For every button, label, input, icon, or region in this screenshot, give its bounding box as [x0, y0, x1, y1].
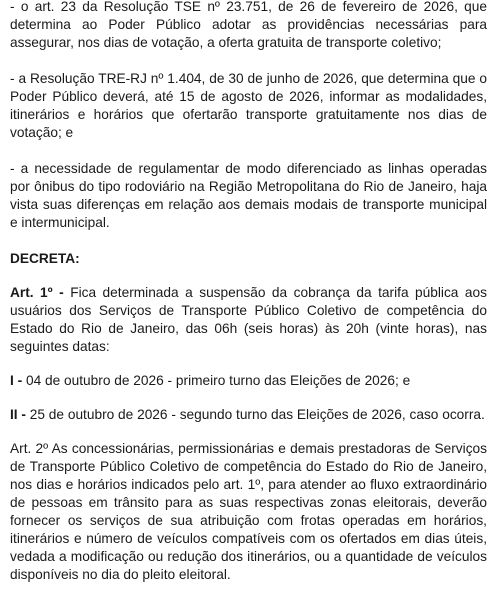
document-page: [10, 0, 487, 602]
item-ii-text: 25 de outubro de 2026 - segundo turno das Eleições de 2026, caso ocorra.: [25, 407, 485, 422]
considerando-paragraph-3: - a necessidade de regulamentar de modo diferenciado as linhas operadas por ônibus do tipo rodoviário na Região Metropolitana do Rio de Janeiro, haja vista suas diferenças em relação aos demais modais de transporte municipal e intermunicipal.: [10, 161, 487, 230]
considerando-paragraph-1: - o art. 23 da Resolução TSE nº 23.751, de 26 de fevereiro de 2026, que determina ao Poder Público adotar as providências necessárias para assegurar, nos dias de votação, a oferta gratuita de transporte coletivo;: [10, 0, 487, 50]
considerando-paragraph-2: - a Resolução TRE-RJ nº 1.404, de 30 de junho de 2026, que determina que o Poder Público deverá, até 15 de agosto de 2026, informar as modalidades, itinerários e horários que ofertarão transporte gratuitamente nos dias de votação; e: [10, 71, 487, 140]
article-1-text: Fica determinada a suspensão da cobrança da tarifa pública aos usuários dos Serviços de Transporte Público Coletivo de competência do Estado do Rio de Janeiro, das 06h (seis horas) às 20h (vinte horas), nas seguintes datas:: [10, 285, 487, 354]
article-2: Art. 2º As concessionárias, permissionárias e demais prestadoras de Serviços de Transporte Público Coletivo de competência do Estado do Rio de Janeiro, nos dias e horários indicados pelo art. 1º, para atender ao fluxo extraordinário de pessoas em trânsito para as suas respectivas zonas eleitorais, deverão fornecer os serviços de sua atribuição com frotas operadas em horários, itinerários e número de veículos compatíveis com os ofertados em dias úteis, vedada a modificação ou redução dos itinerários, ou a quantidade de veículos disponíveis no dia do pleito eleitoral.: [10, 441, 487, 582]
item-i-label: I -: [10, 373, 23, 388]
item-i-text: 04 de outubro de 2026 - primeiro turno das Eleições de 2026; e: [22, 373, 411, 388]
decreta-heading: DECRETA:: [10, 251, 80, 266]
item-i: [10, 372, 487, 390]
article-1-label: Art. 1º -: [10, 285, 64, 300]
item-ii-label: II -: [10, 407, 26, 422]
article-1: [10, 284, 487, 356]
item-ii: [10, 406, 487, 424]
